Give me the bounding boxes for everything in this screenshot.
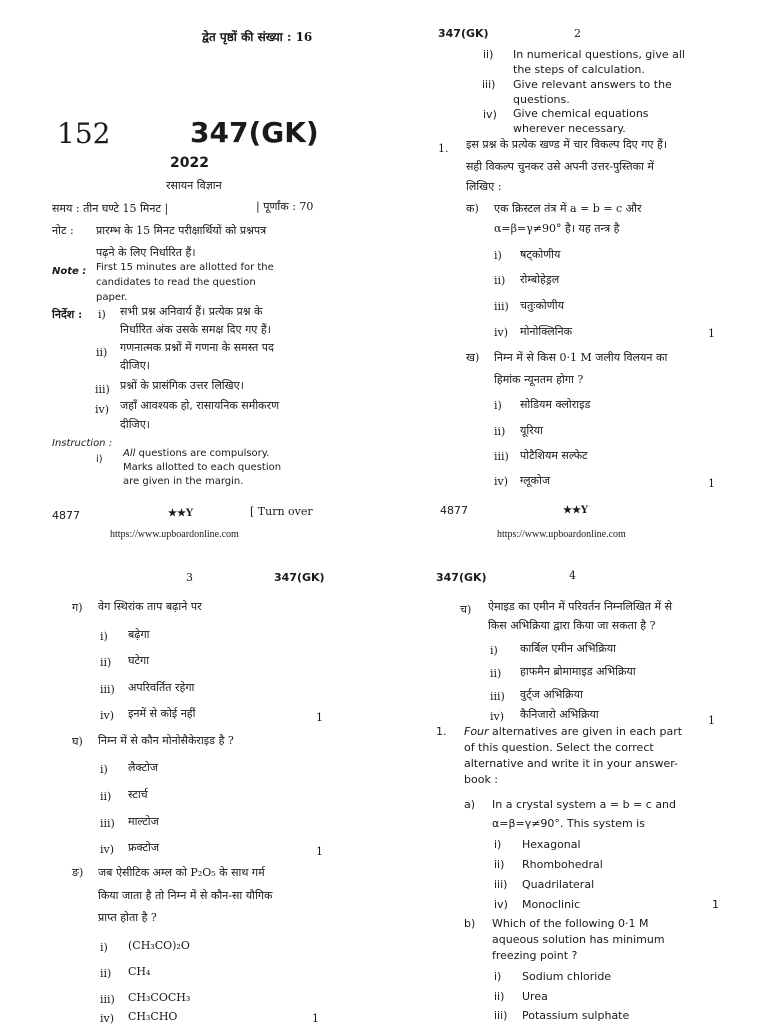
list-number: iii) <box>482 78 496 91</box>
instruction-en-text: the steps of calculation. <box>513 63 645 76</box>
option-number: ii) <box>490 667 502 680</box>
instruction-en-text: Marks allotted to each question <box>123 462 282 473</box>
option-text: हाफमैन ब्रोमामाइड अभिक्रिया <box>520 665 636 678</box>
page-number: 3 <box>186 571 193 584</box>
turn-over: [ Turn over <box>250 505 313 518</box>
note-label: नोट : <box>52 224 74 237</box>
option-text: लैक्टोज <box>128 761 159 774</box>
question-text: Four alternatives are given in each part <box>464 725 683 738</box>
subquestion-text: Which of the following 0·1 M <box>492 917 649 930</box>
option-number: ii) <box>100 967 112 980</box>
question-number: 1. <box>436 725 447 738</box>
option-text: Sodium chloride <box>522 970 612 983</box>
paper-code: 347(GK) <box>436 571 487 584</box>
page-number: 2 <box>574 27 581 40</box>
footer-code: 4877 <box>440 504 468 517</box>
subquestion-label: च) <box>460 603 472 616</box>
subquestion-text: aqueous solution has minimum <box>492 933 665 946</box>
list-number: iv) <box>95 403 110 416</box>
option-text: षट्कोणीय <box>520 248 561 261</box>
option-number: ii) <box>494 858 505 871</box>
option-number: i) <box>494 970 502 983</box>
total-marks: | पूर्णांक : 70 <box>256 200 314 213</box>
subject-title: रसायन विज्ञान <box>166 179 222 192</box>
question-text: लिखिए : <box>466 180 502 193</box>
marks: 1 <box>712 898 719 911</box>
option-number: ii) <box>494 990 505 1003</box>
option-text: सोडियम क्लोराइड <box>520 398 591 411</box>
note-en-label: Note : <box>52 266 87 277</box>
option-text: मोनोक्लिनिक <box>520 325 573 338</box>
subquestion-label: घ) <box>72 735 83 748</box>
option-text: फ्रक्टोज <box>128 841 160 854</box>
question-text: इस प्रश्न के प्रत्येक खण्ड में चार विकल्प दिए गए हैं। <box>466 138 668 151</box>
option-text: Rhombohedral <box>522 858 603 871</box>
option-number: ii) <box>494 274 506 287</box>
footer-mark: ★★Y <box>168 508 194 519</box>
option-number: iii) <box>494 300 509 313</box>
note-text: पढ़ने के लिए निर्धारित हैं। <box>96 246 196 259</box>
list-number: iv) <box>483 108 497 121</box>
option-text: चतुःकोणीय <box>520 299 564 312</box>
instruction-en-text: In numerical questions, give all <box>513 48 685 61</box>
option-number: ii) <box>494 425 506 438</box>
instruction-text: निर्धारित अंक उसके समक्ष दिए गए हैं। <box>120 323 271 336</box>
option-number: i) <box>100 630 108 643</box>
exam-time: समय : तीन घण्टे 15 मिनट | <box>52 202 169 215</box>
footer-code: 4877 <box>52 509 80 522</box>
subquestion-text: प्राप्त होता है ? <box>98 911 157 924</box>
instruction-text: दीजिए। <box>120 359 150 372</box>
subquestion-label: ख) <box>466 351 480 364</box>
subquestion-text: freezing point ? <box>492 949 578 962</box>
option-number: iv) <box>100 1012 115 1025</box>
subquestion-label: b) <box>464 917 476 930</box>
subquestion-label: क) <box>466 202 479 215</box>
marks: 1 <box>316 711 323 724</box>
question-text: book : <box>464 773 499 786</box>
option-text: Quadrilateral <box>522 878 595 891</box>
page-2 <box>384 0 768 540</box>
instruction-text: दीजिए। <box>120 418 150 431</box>
note-text: प्रारम्भ के 15 मिनट परीक्षार्थियों को प्रश्नपत्र <box>96 224 267 237</box>
subquestion-text: जब ऐसीटिक अम्ल को P₂O₅ के साथ गर्म <box>98 866 265 879</box>
marks: 1 <box>708 477 715 490</box>
marks: 1 <box>708 327 715 340</box>
page-number: 4 <box>569 569 576 582</box>
option-number: iii) <box>494 1009 508 1022</box>
question-text: सही विकल्प चुनकर उसे अपनी उत्तर-पुस्तिका में <box>466 160 654 173</box>
subquestion-text: ऐमाइड का एमीन में परिवर्तन निम्नलिखित में से <box>488 600 673 613</box>
paper-code: 347(GK) <box>190 116 319 149</box>
roll-number: 152 <box>57 117 111 150</box>
list-number: i) <box>96 454 103 465</box>
option-text: इनमें से कोई नहीं <box>128 707 196 720</box>
subquestion-text: हिमांक न्यूनतम होगा ? <box>494 373 584 386</box>
subquestion-text: α=β=γ≠90°. This system is <box>492 817 645 830</box>
instruction-text: प्रश्नों के प्रासंगिक उत्तर लिखिए। <box>120 379 244 392</box>
option-text: Urea <box>522 990 548 1003</box>
instruction-en-text: are given in the margin. <box>123 476 244 487</box>
option-text: पोटैशियम सल्फेट <box>520 449 588 462</box>
option-number: iv) <box>100 709 115 722</box>
subquestion-text: वेग स्थिरांक ताप बढ़ाने पर <box>98 600 202 613</box>
subquestion-text: निम्न में से किस 0·1 M जलीय विलयन का <box>494 351 668 364</box>
option-number: iii) <box>100 683 115 696</box>
option-number: iv) <box>494 898 508 911</box>
option-text: Potassium sulphate <box>522 1009 630 1022</box>
option-number: i) <box>494 249 502 262</box>
list-number: i) <box>98 308 106 321</box>
option-text: (CH₃CO)₂O <box>128 939 190 952</box>
option-number: iv) <box>494 475 509 488</box>
instruction-label: Instruction : <box>52 438 113 449</box>
option-text: वुर्ट्ज अभिक्रिया <box>520 688 583 701</box>
option-number: iii) <box>490 690 505 703</box>
list-number: ii) <box>483 48 494 61</box>
subquestion-text: एक क्रिस्टल तंत्र में a = b = c और <box>494 202 642 215</box>
option-number: iv) <box>100 843 115 856</box>
question-number: 1. <box>438 142 449 155</box>
instruction-en-text: questions. <box>513 93 570 106</box>
option-number: ii) <box>100 656 112 669</box>
option-text: माल्टोज <box>128 815 159 828</box>
subquestion-label: ङ) <box>72 866 84 879</box>
option-text: स्टार्च <box>128 788 148 801</box>
instruction-en-text: Give chemical equations <box>513 107 649 120</box>
note-en-text: paper. <box>96 292 128 303</box>
nirdesh-label: निर्देश : <box>52 308 83 321</box>
instruction-text: जहाँ आवश्यक हो, रासायनिक समीकरण <box>120 399 280 412</box>
subquestion-text: किस अभिक्रिया द्वारा किया जा सकता है ? <box>488 619 656 632</box>
option-number: i) <box>100 763 108 776</box>
option-number: iii) <box>494 450 509 463</box>
question-text: alternative and write it in your answer- <box>464 757 679 770</box>
option-number: i) <box>100 941 108 954</box>
instruction-text: सभी प्रश्न अनिवार्य हैं। प्रत्येक प्रश्न के <box>120 305 263 318</box>
page-1 <box>0 0 384 540</box>
marks: 1 <box>708 714 715 727</box>
option-text: CH₃COCH₃ <box>128 991 191 1004</box>
option-number: i) <box>490 644 498 657</box>
footer-url[interactable]: https://www.upboardonline.com <box>497 529 626 540</box>
note-en-text: candidates to read the question <box>96 277 256 288</box>
footer-mark: ★★Y <box>563 505 589 516</box>
option-text: CH₃CHO <box>128 1010 178 1023</box>
footer-url[interactable]: https://www.upboardonline.com <box>110 529 239 540</box>
option-text: अपरिवर्तित रहेगा <box>128 681 195 694</box>
note-en-text: First 15 minutes are allotted for the <box>96 262 274 273</box>
option-text: रोम्बोहेड्रल <box>520 273 560 286</box>
instruction-en-text: Give relevant answers to the <box>513 78 672 91</box>
option-number: ii) <box>100 790 112 803</box>
subquestion-label: ग) <box>72 601 83 614</box>
marks: 1 <box>316 845 323 858</box>
instruction-en-text: wherever necessary. <box>513 122 626 135</box>
instruction-en-text: All questions are compulsory. <box>123 448 270 459</box>
subquestion-text: किया जाता है तो निम्न में से कौन-सा यौगिक <box>98 889 273 902</box>
option-text: बढ़ेगा <box>128 628 150 641</box>
option-text: कैनिजारो अभिक्रिया <box>520 708 599 721</box>
option-text: Hexagonal <box>522 838 581 851</box>
page-3 <box>0 512 384 1024</box>
subquestion-text: α=β=γ≠90° है। यह तन्त्र है <box>494 222 620 235</box>
option-number: iv) <box>494 326 509 339</box>
option-text: CH₄ <box>128 965 151 978</box>
option-number: iii) <box>100 817 115 830</box>
paper-code: 347(GK) <box>438 27 489 40</box>
list-number: iii) <box>95 383 110 396</box>
option-number: i) <box>494 838 502 851</box>
option-text: कार्बिल एमीन अभिक्रिया <box>520 642 617 655</box>
list-number: ii) <box>96 346 108 359</box>
exam-year: 2022 <box>170 155 209 171</box>
option-number: i) <box>494 399 502 412</box>
subquestion-text: निम्न में से कौन मोनोसैकेराइड है ? <box>98 734 234 747</box>
option-text: ग्लूकोज <box>520 474 551 487</box>
option-text: यूरिया <box>520 424 543 437</box>
subquestion-text: In a crystal system a = b = c and <box>492 798 677 811</box>
pages-count: द्वेत पृष्ठों की संख्या : 16 <box>202 30 313 44</box>
paper-code: 347(GK) <box>274 571 325 584</box>
instruction-text: गणनात्मक प्रश्नों में गणना के समस्त पद <box>120 341 274 354</box>
option-text: घटेगा <box>128 654 150 667</box>
question-text: of this question. Select the correct <box>464 741 654 754</box>
subquestion-label: a) <box>464 798 476 811</box>
option-number: iii) <box>494 878 508 891</box>
option-text: Monoclinic <box>522 898 581 911</box>
page-4 <box>384 512 768 1024</box>
marks: 1 <box>312 1012 319 1025</box>
option-number: iv) <box>490 710 505 723</box>
option-number: iii) <box>100 993 115 1006</box>
